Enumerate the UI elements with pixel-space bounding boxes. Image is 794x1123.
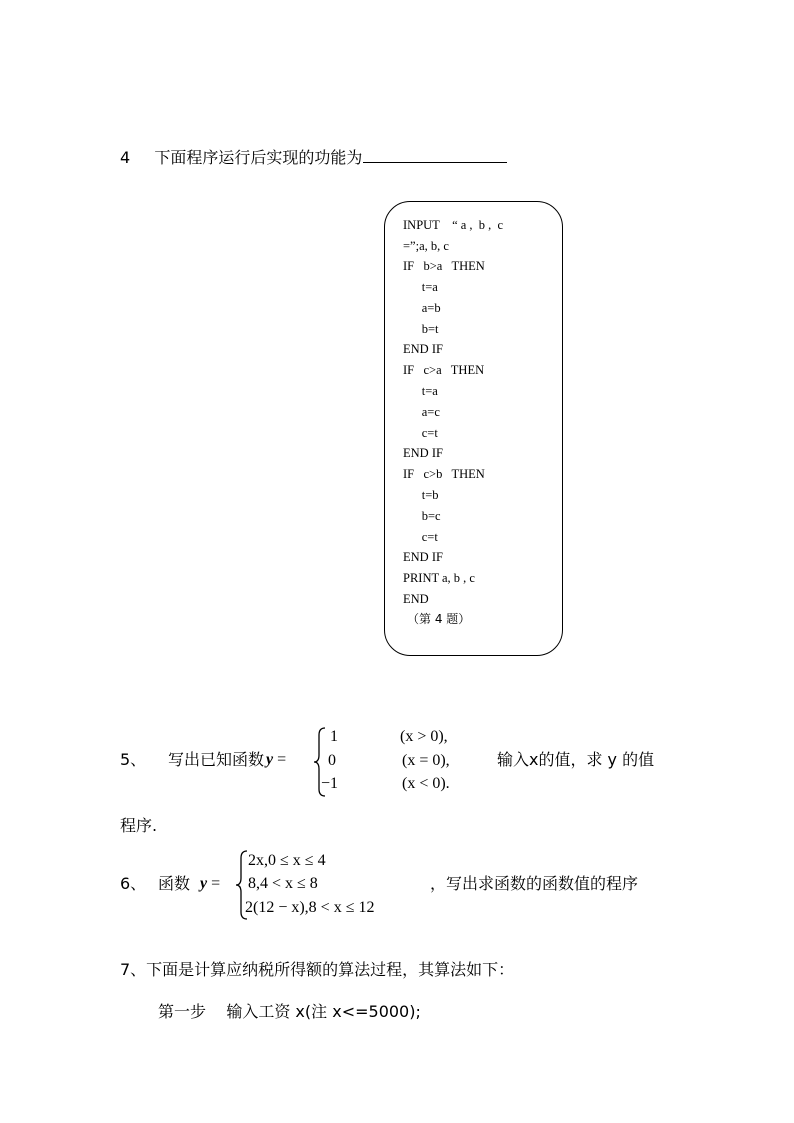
q6-var-y: y — [200, 875, 208, 892]
code-line: a=b — [403, 301, 441, 315]
q5-case-condition: (x = 0), — [402, 752, 450, 769]
q4-answer-blank[interactable] — [363, 148, 507, 163]
q6-text-after: ，写出求函数的函数值的程序 — [430, 874, 639, 893]
q5-case-value: 0 — [328, 752, 336, 769]
q6-eq: = — [211, 875, 221, 892]
code-line: =”;a, b, c — [403, 239, 449, 253]
code-line: IF c>b THEN — [403, 467, 485, 481]
q5-case-condition: (x < 0). — [402, 775, 450, 792]
q6-case: 8,4 < x ≤ 8 — [248, 875, 318, 892]
q6-number: 6、 — [120, 874, 147, 893]
q4-text: 下面程序运行后实现的功能为 — [154, 148, 363, 167]
code-line: IF c>a THEN — [403, 363, 485, 377]
code-caption: （第 4 题） — [407, 612, 471, 626]
q5-text-line2: 程序. — [120, 816, 158, 835]
code-line: IF b>a THEN — [403, 259, 485, 273]
q7-step1: 第一步 输入工资 x(注 x<=5000); — [158, 1002, 421, 1021]
q5-var-y: y — [266, 751, 274, 768]
q5-text-before: 写出已知函数 — [168, 750, 265, 769]
q4-number: 4 — [120, 148, 131, 167]
code-line: END — [403, 592, 429, 606]
code-line: t=a — [403, 280, 438, 294]
q5-eq: = — [277, 751, 287, 768]
q5-case-condition: (x > 0), — [400, 728, 448, 745]
code-line: a=c — [403, 405, 440, 419]
q5-text-after: 输入x的值，求 y 的值 — [497, 750, 655, 769]
code-line: END IF — [403, 550, 443, 564]
q5-case-value: −1 — [321, 775, 339, 792]
code-line: c=t — [403, 426, 438, 440]
code-line: c=t — [403, 530, 438, 544]
code-line: PRINT a, b , c — [403, 571, 475, 585]
q6-func-lhs — [200, 874, 220, 894]
q5-func-lhs — [266, 750, 286, 770]
code-line: END IF — [403, 342, 443, 356]
q6-case: 2x,0 ≤ x ≤ 4 — [248, 852, 326, 869]
code-line: END IF — [403, 446, 443, 460]
code-line: INPUT “ a , b , c — [403, 218, 504, 232]
q6-case: 2(12 − x),8 < x ≤ 12 — [245, 899, 375, 916]
q6-text-before: 函数 — [158, 874, 191, 893]
q4-line — [120, 148, 507, 168]
q5-case-value: 1 — [330, 728, 338, 745]
code-line: b=t — [403, 322, 439, 336]
q7-text: 7、下面是计算应纳税所得额的算法过程，其算法如下： — [120, 960, 515, 979]
q5-number: 5、 — [120, 750, 147, 769]
code-line: t=b — [403, 488, 439, 502]
code-line: t=a — [403, 384, 438, 398]
code-box — [384, 201, 563, 656]
code-line: b=c — [403, 509, 441, 523]
